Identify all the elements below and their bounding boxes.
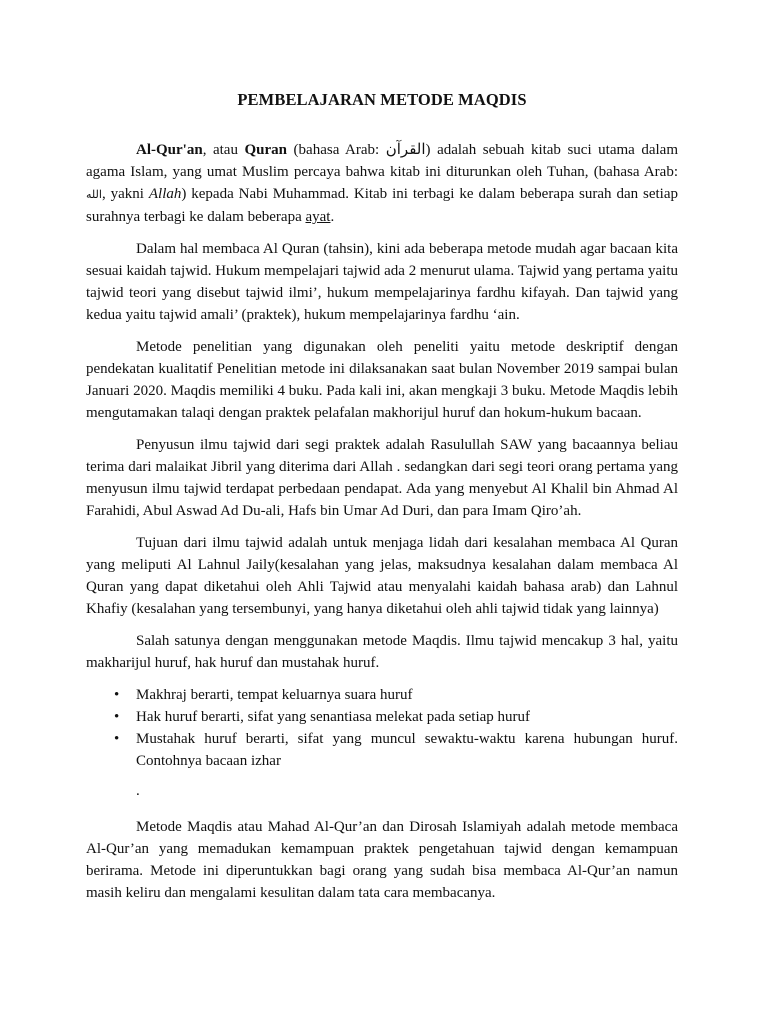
term-quran: Quran	[244, 142, 288, 158]
paragraph-penyusun: Penyusun ilmu tajwid dari segi praktek adalah Rasulullah SAW yang bacaannya beliau terima dari malaikat Jibril yang diterima dari Allah . sedangkan dari segi teori orang pertama yang menyusun ilmu tajwid terdapat perbedaan pendapat. Ada yang menyebut Al Khalil bin Ahmad Al Farahidi, Abul Aswad Ad Du-ali, Hafs bin Umar Ad Duri, dan para Imam Qiro’ah.	[86, 437, 678, 519]
list-item	[86, 728, 678, 772]
paragraph-salah-satunya: Salah satunya dengan menggunakan metode Maqdis. Ilmu tajwid mencakup 3 hal, yaitu makharijul huruf, hak huruf dan mustahak huruf.	[86, 633, 678, 671]
intro-text-3: ) adalah sebuah kitab suci utama dalam agama Islam, yang umat Muslim percaya bahwa kitab ini diturunkan oleh Tuhan, (bahasa Arab:	[86, 142, 678, 180]
list-item	[86, 706, 678, 728]
bullet-list	[86, 684, 678, 772]
arabic-allah-word: الله	[86, 189, 102, 201]
list-item-text: Hak huruf berarti, sifat yang senantiasa melekat pada setiap huruf	[136, 709, 531, 725]
bullet-icon: •	[114, 687, 120, 703]
bullet-icon: •	[114, 731, 120, 747]
link-ayat[interactable]: ayat	[305, 209, 331, 225]
list-item	[86, 684, 678, 706]
document-title: PEMBELAJARAN METODE MAQDIS	[237, 90, 527, 109]
bullet-icon: •	[114, 709, 120, 725]
arabic-quran-word: القرآن	[385, 142, 426, 158]
intro-text-6: .	[330, 209, 335, 225]
paragraph-tahsin: Dalam hal membaca Al Quran (tahsin), kini ada beberapa metode mudah agar bacaan kita sesuai kaidah tajwid. Hukum mempelajari tajwid ada 2 menurut ulama. Tajwid yang pertama yaitu tajwid teori yang disebut tajwid ilmi’, hukum mempelajarinya fardhu kifayah. Dan tajwid yang kedua yaitu tajwid amali’ (praktek), hukum mempelajarinya fardhu ‘ain.	[86, 241, 678, 323]
term-allah: Allah	[148, 186, 182, 202]
paragraph-tujuan: Tujuan dari ilmu tajwid adalah untuk menjaga lidah dari kesalahan membaca Al Quran yang meliputi Al Lahnul Jaily(kesalahan yang jelas, maksudnya kesalahan dalam membaca Al Quran yang dapat diketahui oleh Ahli Tajwid atau menyalahi kaidah bahasa arab) dan Lahnul Khafiy (kesalahan yang tersembunyi, yang hanya diketahui oleh ahli tajwid tidak yang lainnya)	[86, 535, 678, 617]
term-alquran: Al-Qur'an	[136, 142, 203, 158]
paragraph-metode-maqdis: Metode Maqdis atau Mahad Al-Qur’an dan Dirosah Islamiyah adalah metode membaca Al-Qur’an yang memadukan kemampuan praktek pengetahuan tajwid dengan kemampuan berirama. Metode ini diperuntukkan bagi orang yang sudah bisa membaca Al-Qur’an namun masih keliru dan mengalami kesulitan dalam tata cara membacanya.	[86, 819, 678, 901]
list-item-text: Mustahak huruf berarti, sifat yang muncul sewaktu-waktu karena hubungan huruf. Contohnya bacaan izhar	[136, 731, 678, 769]
list-item-text: Makhraj berarti, tempat keluarnya suara huruf	[136, 687, 413, 703]
stray-mark: .	[136, 783, 140, 799]
intro-text-5: ) kepada Nabi Muhammad. Kitab ini terbagi ke dalam beberapa surah dan setiap surahnya terbagi ke dalam beberapa	[86, 186, 679, 225]
intro-text-4: , yakni	[101, 186, 149, 202]
intro-text-1: , atau	[202, 142, 245, 158]
paragraph-intro	[86, 139, 678, 228]
intro-text-2: (bahasa Arab:	[287, 142, 386, 158]
paragraph-metode-penelitian: Metode penelitian yang digunakan oleh peneliti yaitu metode deskriptif dengan pendekatan kualitatif Penelitian metode ini dilaksanakan saat bulan November 2019 sampai bulan Januari 2020. Maqdis memiliki 4 buku. Pada kali ini, akan mengkaji 3 buku. Metode Maqdis lebih mengutamakan talaqi dengan praktek pelafalan makhorijul huruf dan hokum-hukum bacaan.	[86, 339, 678, 421]
